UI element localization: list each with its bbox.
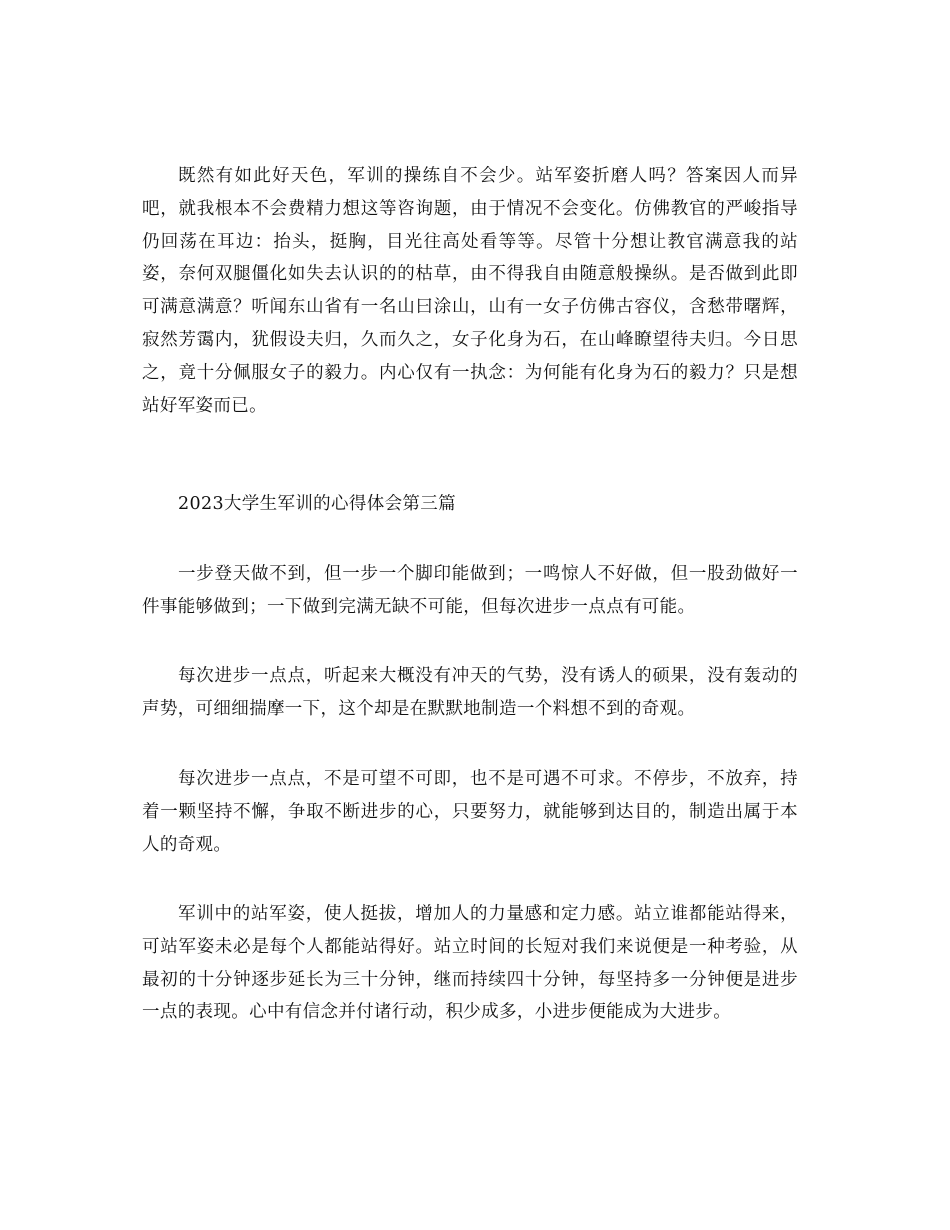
document-page (142, 0, 798, 1230)
paragraph-military-stance: 既然有如此好天色，军训的操练自不会少。站军姿折磨人吗？答案因人而异吧，就我根本不会费精力想这等咨询题，由于情况不会变化。仿佛教官的严峻指导仍回荡在耳边：抬头，挺胸，目光往高处看等等。尽管十分想让教官满意我的站姿，奈何双腿僵化如失去认识的的枯草，由不得我自由随意般操纵。是否做到此即可满意满意？听闻东山省有一名山曰涂山，山有一女子仿佛古容仪，含愁带曙辉，寂然芳霭内，犹假设夫归，久而久之，女子化身为石，在山峰瞭望待夫归。今日思之，竟十分佩服女子的毅力。内心仅有一执念：为何能有化身为石的毅力？只是想站好军姿而已。 (142, 166, 798, 416)
paragraph-step-by-step: 一步登天做不到，但一步一个脚印能做到；一鸣惊人不好做，但一股劲做好一件事能够做到；一下做到完满无缺不可能，但每次进步一点点有可能。 (142, 564, 798, 617)
paragraph-standing-training: 军训中的站军姿，使人挺拔，增加人的力量感和定力感。站立谁都能站得来，可站军姿未必是每个人都能站得好。站立时间的长短对我们来说便是一种考验，从最初的十分钟逐步延长为三十分钟，继而持续四十分钟，每坚持多一分钟便是进步一点的表现。心中有信念并付诸行动，积少成多，小进步便能成为大进步。 (142, 904, 798, 1023)
paragraph-progress-little: 每次进步一点点，听起来大概没有冲天的气势，没有诱人的硕果，没有轰动的声势，可细细揣摩一下，这个却是在默默地制造一个料想不到的奇观。 (142, 666, 798, 719)
paragraph-not-unreachable: 每次进步一点点，不是可望不可即，也不是可遇不可求。不停步，不放弃，持着一颗坚持不懈，争取不断进步的心，只要努力，就能够到达目的，制造出属于本人的奇观。 (142, 769, 798, 855)
section-heading: 2023大学生军训的心得体会第三篇 (178, 494, 456, 514)
